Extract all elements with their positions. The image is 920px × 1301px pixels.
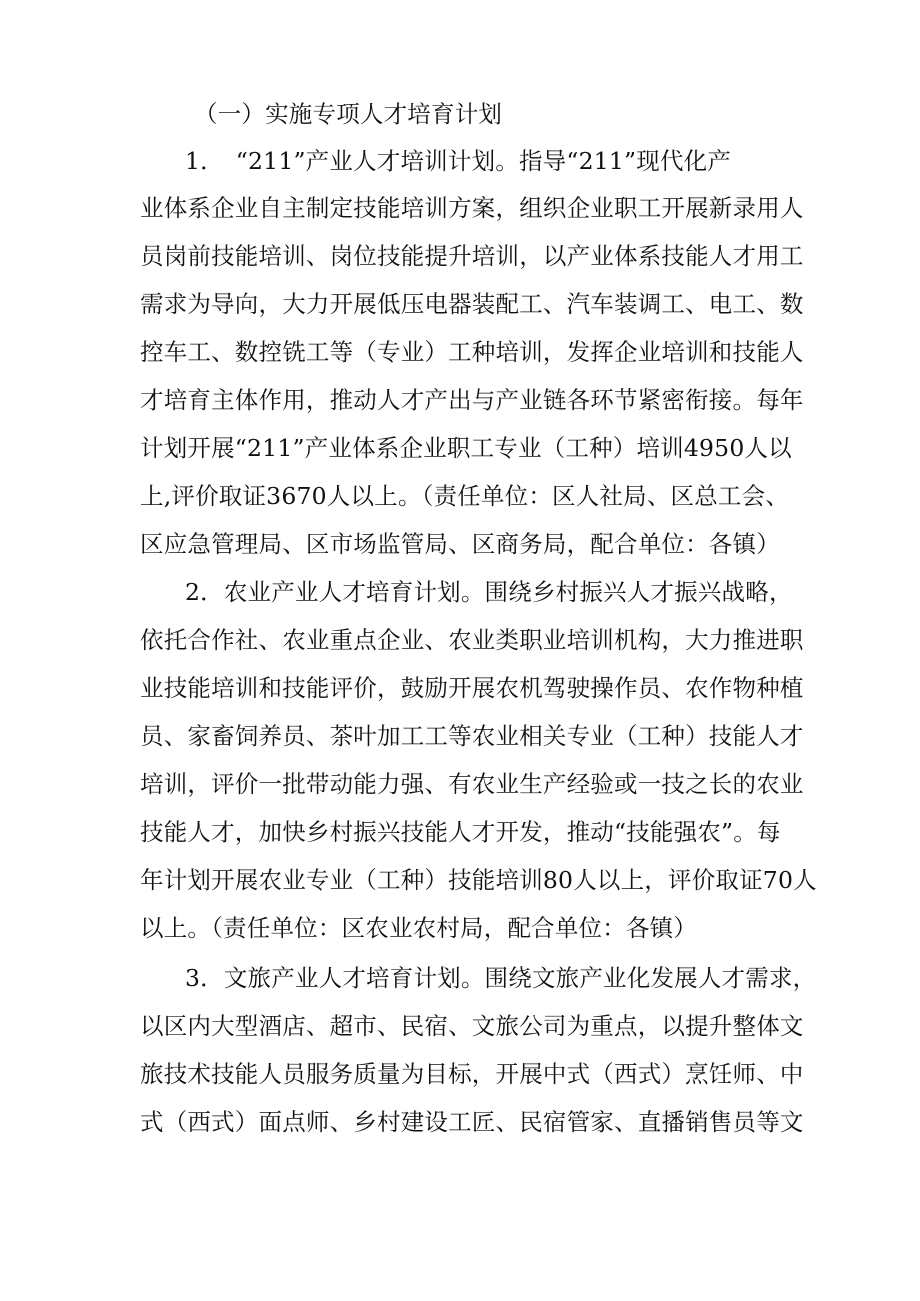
paragraph-2-line-1: 2．农业产业人才培育计划。围绕乡村振兴人才振兴战略，	[185, 578, 793, 606]
paragraph-2-line-8: 以上。（责任单位：区农业农村局，配合单位：各镇）	[140, 914, 698, 942]
section-heading: （一）实施专项人才培育计划	[194, 100, 503, 128]
paragraph-1-line-1: 1． “211”产业人才培训计划。指导“211”现代化产	[185, 147, 732, 175]
paragraph-1-line-4: 需求为导向，大力开展低压电器装配工、汽车装调工、电工、数	[140, 290, 804, 318]
paragraph-1-line-8: 上,评价取证3670人以上。（责任单位：区人社局、区总工会、	[140, 482, 790, 510]
paragraph-1-line-2: 业体系企业自主制定技能培训方案，组织企业职工开展新录用人	[140, 194, 804, 222]
paragraph-2-line-6: 技能人才，加快乡村振兴技能人才开发，推动“技能强农”。每	[140, 818, 781, 846]
paragraph-2-line-2: 依托合作社、农业重点企业、农业类职业培训机构，大力推进职	[140, 626, 804, 654]
paragraph-1-line-9: 区应急管理局、区市场监管局、区商务局，配合单位：各镇）	[140, 530, 780, 558]
paragraph-3-line-1: 3．文旅产业人才培育计划。围绕文旅产业化发展人才需求，	[185, 964, 817, 992]
paragraph-1-line-6: 才培育主体作用，推动人才产出与产业链各环节紧密衔接。每年	[140, 386, 804, 414]
paragraph-2-line-5: 培训，评价一批带动能力强、有农业生产经验或一技之长的农业	[140, 770, 804, 798]
paragraph-3-line-4: 式（西式）面点师、乡村建设工匠、民宿管家、直播销售员等文	[140, 1108, 804, 1136]
paragraph-3-line-3: 旅技术技能人员服务质量为目标，开展中式（西式）烹饪师、中	[140, 1060, 804, 1088]
paragraph-1-line-7: 计划开展“211”产业体系企业职工专业（工种）培训4950人以	[140, 434, 792, 462]
paragraph-2-line-4: 员、家畜饲养员、茶叶加工工等农业相关专业（工种）技能人才	[140, 722, 804, 750]
paragraph-2-line-3: 业技能培训和技能评价，鼓励开展农机驾驶操作员、农作物种植	[140, 674, 804, 702]
paragraph-2-line-7: 年计划开展农业专业（工种）技能培训80人以上，评价取证70人	[140, 866, 817, 894]
paragraph-1-line-3: 员岗前技能培训、岗位技能提升培训，以产业体系技能人才用工	[140, 242, 804, 270]
paragraph-1-line-5: 控车工、数控铣工等（专业）工种培训，发挥企业培训和技能人	[140, 338, 804, 366]
paragraph-3-line-2: 以区内大型酒店、超市、民宿、文旅公司为重点，以提升整体文	[140, 1012, 804, 1040]
